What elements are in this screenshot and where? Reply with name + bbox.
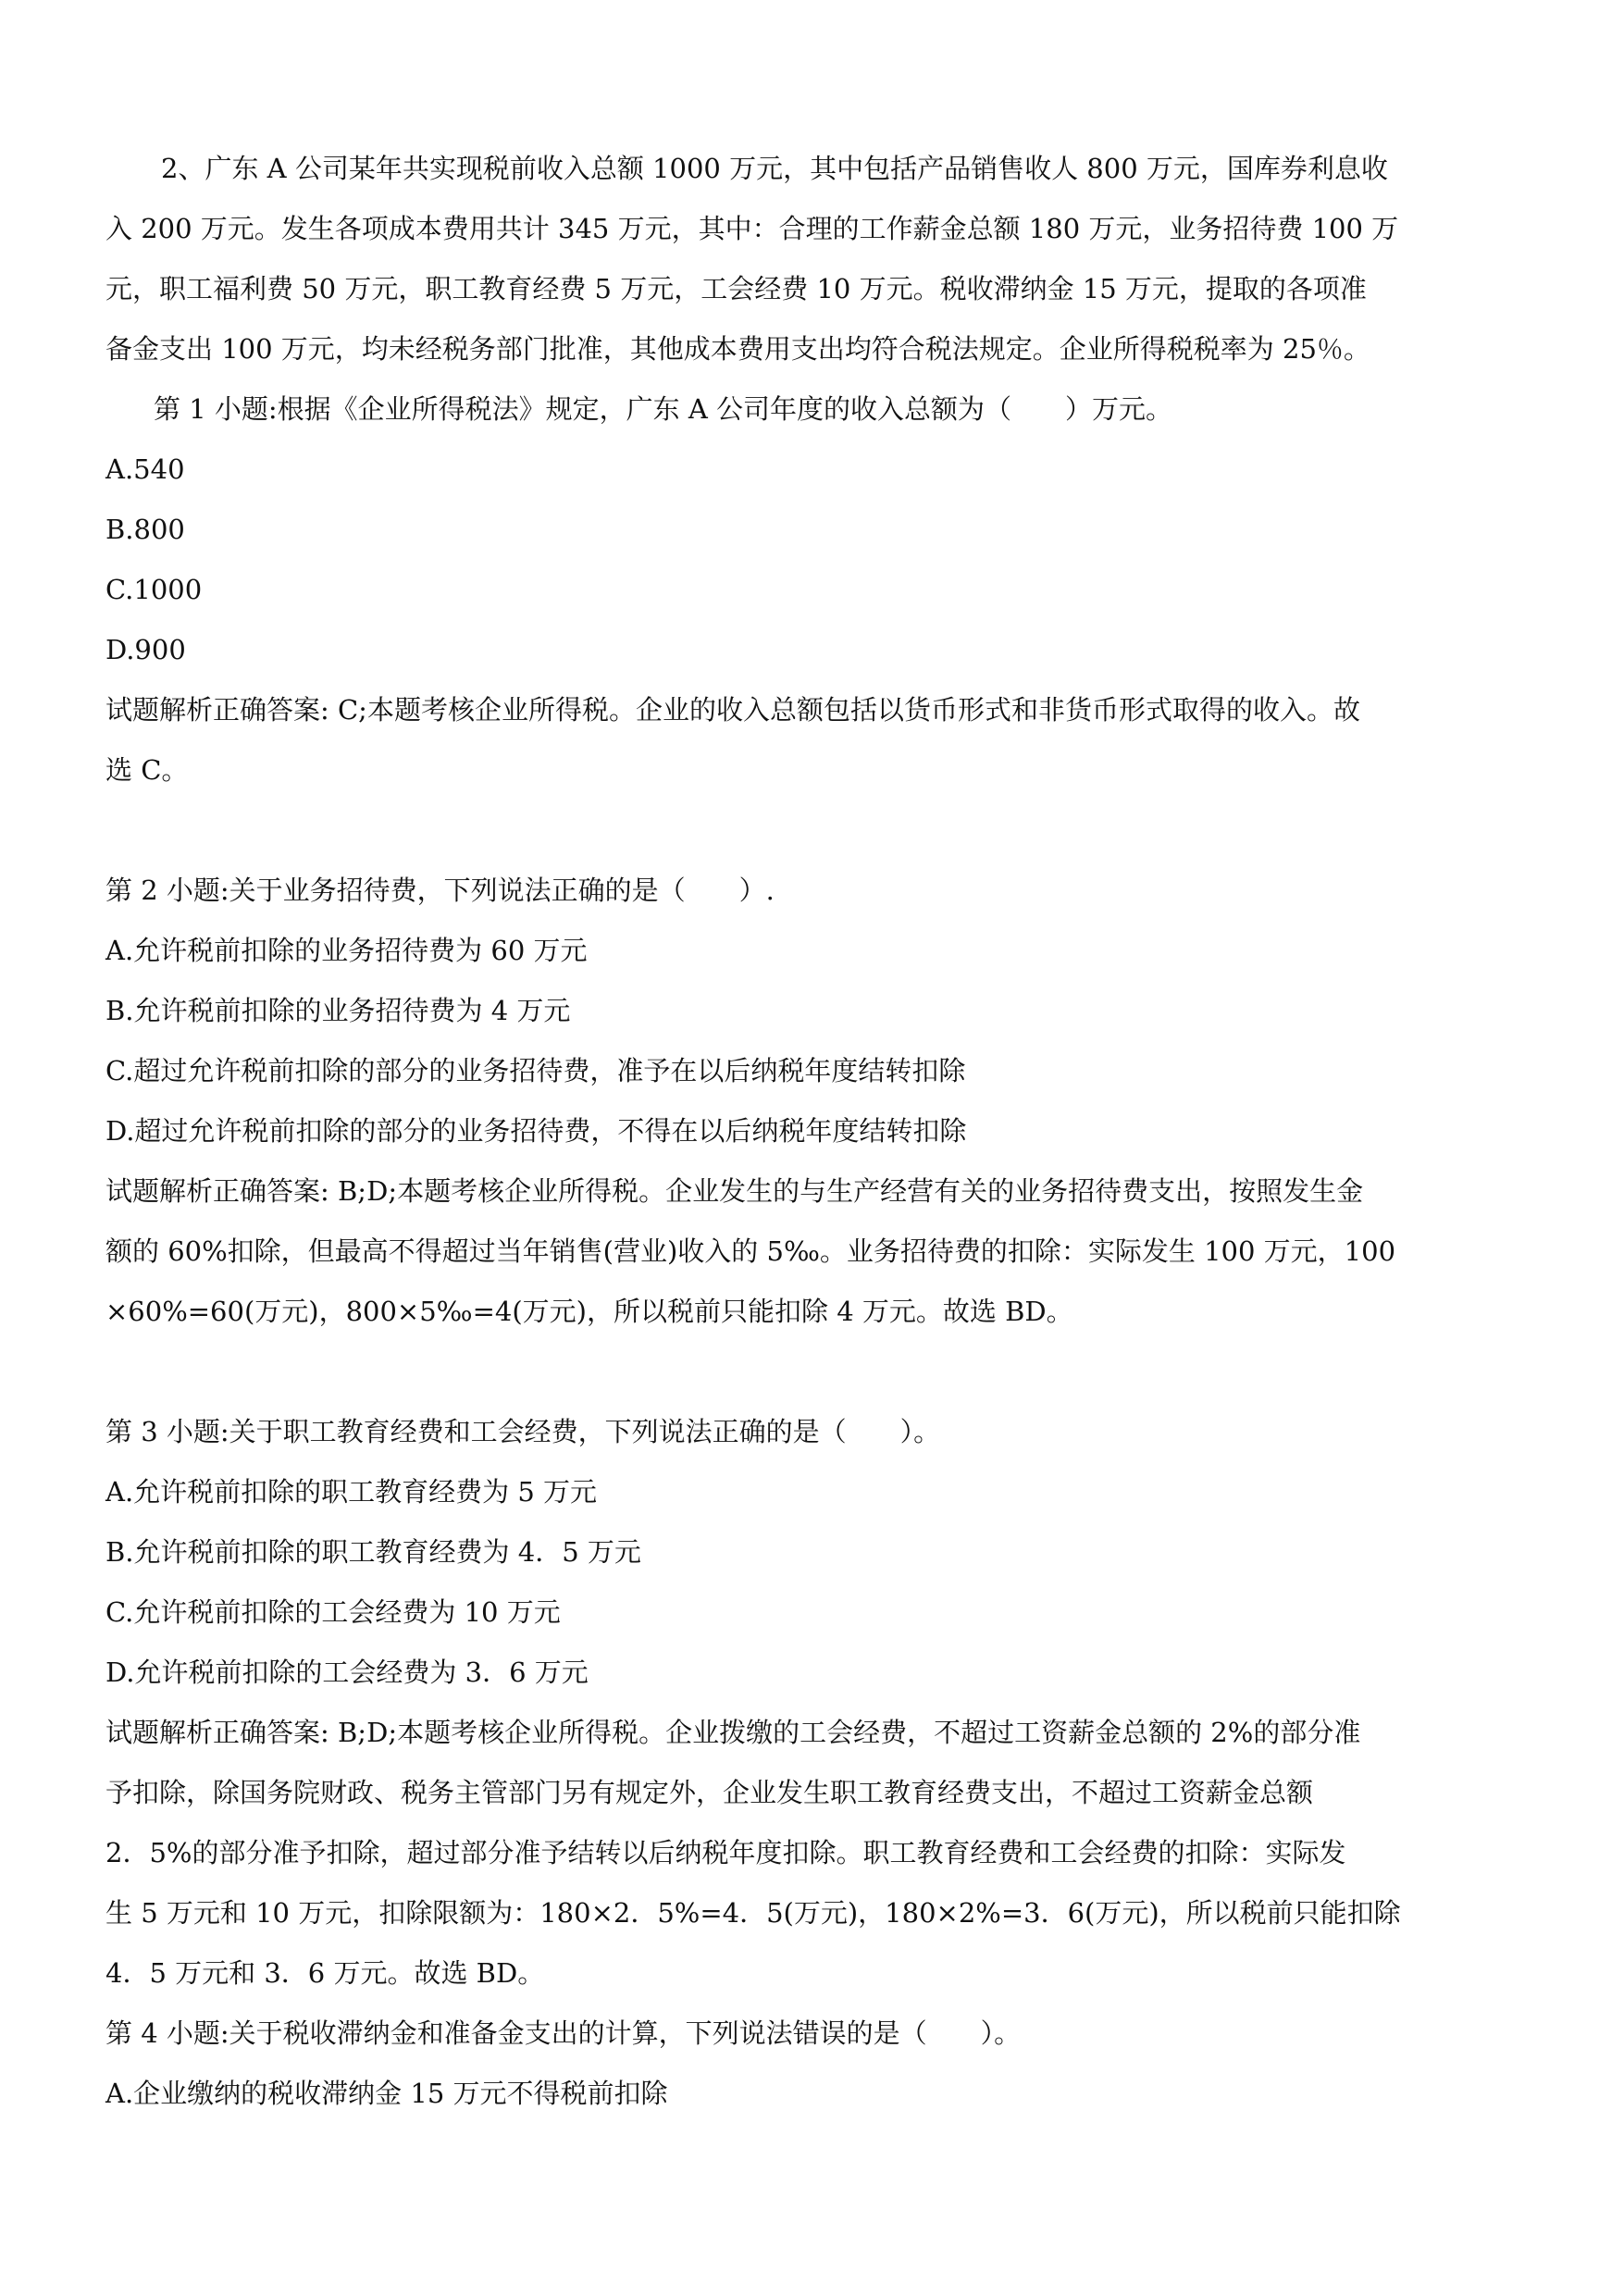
question-text: 第 4 小题:关于税收滞纳金和准备金支出的计算，下列说法错误的是（ ）。 <box>105 2017 1022 2049</box>
document-body <box>105 139 1531 2124</box>
option-a: A.540 <box>105 453 185 485</box>
spacer <box>105 800 1531 861</box>
question-text: 第 3 小题:关于职工教育经费和工会经费，下列说法正确的是（ ）。 <box>105 1416 941 1447</box>
analysis-line: ×60%=60(万元)，800×5‰=4(万元)，所以税前只能扣除 4 万元。故选 BD。 <box>105 1296 1073 1327</box>
analysis-line: 选 C。 <box>105 754 189 786</box>
option-c: C.允许税前扣除的工会经费为 10 万元 <box>105 1596 561 1628</box>
analysis-line: 试题解析正确答案: B;D;本题考核企业所得税。企业发生的与生产经营有关的业务招待费支出，按照发生金 <box>105 1175 1364 1207</box>
intro-line: 2、广东 A 公司某年共实现税前收入总额 1000 万元，其中包括产品销售收人 800 万元，国库券利息收 <box>161 153 1388 184</box>
intro-line: 元，职工福利费 50 万元，职工教育经费 5 万元，工会经费 10 万元。税收滞纳金 15 万元，提取的各项准 <box>105 273 1367 304</box>
analysis-line: 试题解析正确答案: B;D;本题考核企业所得税。企业拨缴的工会经费，不超过工资薪金总额的 2%的部分准 <box>105 1717 1361 1748</box>
spacer <box>105 1342 1531 1402</box>
question-4 <box>105 2004 1531 2124</box>
option-d: D.900 <box>105 634 186 665</box>
question-text: 第 2 小题:关于业务招待费，下列说法正确的是（ ）. <box>105 875 775 906</box>
option-d: D.允许税前扣除的工会经费为 3．6 万元 <box>105 1657 589 1688</box>
analysis-line: 试题解析正确答案: C;本题考核企业所得税。企业的收入总额包括以货币形式和非货币形式取得的收入。故 <box>105 694 1360 726</box>
option-a: A.允许税前扣除的业务招待费为 60 万元 <box>105 935 588 966</box>
intro-line: 入 200 万元。发生各项成本费用共计 345 万元，其中：合理的工作薪金总额 180 万元，业务招待费 100 万 <box>105 213 1399 244</box>
option-b: B.允许税前扣除的业务招待费为 4 万元 <box>105 995 571 1026</box>
option-a: A.企业缴纳的税收滞纳金 15 万元不得税前扣除 <box>105 2078 668 2109</box>
option-d: D.超过允许税前扣除的部分的业务招待费，不得在以后纳税年度结转扣除 <box>105 1115 967 1147</box>
question-2 <box>105 861 1531 1342</box>
analysis-line: 生 5 万元和 10 万元，扣除限额为：180×2．5%=4．5(万元)，180×2%=3．6(万元)，所以税前只能扣除 <box>105 1897 1401 1929</box>
question-3 <box>105 1402 1531 2004</box>
option-b: B.800 <box>105 514 185 545</box>
analysis-line: 2．5%的部分准予扣除，超过部分准予结转以后纳税年度扣除。职工教育经费和工会经费的扣除：实际发 <box>105 1837 1346 1868</box>
analysis-line: 4．5 万元和 3．6 万元。故选 BD。 <box>105 1957 545 1989</box>
option-c: C.超过允许税前扣除的部分的业务招待费，准予在以后纳税年度结转扣除 <box>105 1055 966 1086</box>
option-c: C.1000 <box>105 574 203 605</box>
intro-paragraph <box>105 139 1531 379</box>
option-b: B.允许税前扣除的职工教育经费为 4．5 万元 <box>105 1536 641 1568</box>
analysis-line: 额的 60%扣除，但最高不得超过当年销售(营业)收入的 5‰。业务招待费的扣除：实际发生 100 万元，100 <box>105 1235 1396 1267</box>
question-1 <box>105 379 1531 800</box>
analysis-line: 予扣除，除国务院财政、税务主管部门另有规定外，企业发生职工教育经费支出，不超过工资薪金总额 <box>105 1777 1314 1808</box>
intro-line: 备金支出 100 万元，均未经税务部门批准，其他成本费用支出均符合税法规定。企业所得税税率为 25％。 <box>105 333 1370 365</box>
option-a: A.允许税前扣除的职工教育经费为 5 万元 <box>105 1476 598 1508</box>
question-text: 第 1 小题:根据《企业所得税法》规定，广东 A 公司年度的收入总额为（ ）万元。 <box>154 393 1173 425</box>
